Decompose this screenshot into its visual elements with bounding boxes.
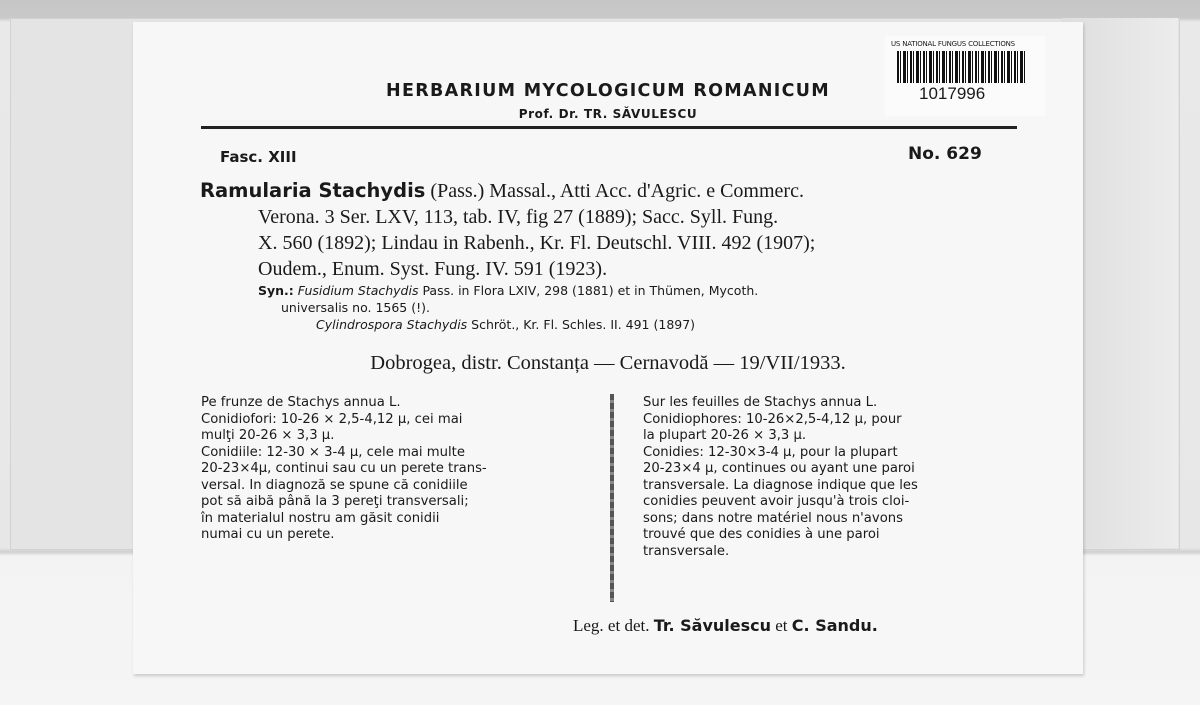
description-fr-line: Conidies: 12-30×3-4 µ, pour la plupart [643, 444, 898, 460]
description-ro-line: versal. In diagnoză se spune că conidiile [201, 477, 468, 493]
description-fr-line: transversale. [643, 543, 730, 559]
collection-locality: Dobrogea, distr. Constanța — Cernavodă — 19/VII/1933. [370, 352, 846, 374]
barcode-bars [897, 51, 1027, 83]
description-ro-line: pot să aibă până la 3 pereţi transversali; [201, 494, 469, 509]
specimen-label [133, 22, 1083, 674]
species-citation [200, 178, 1030, 282]
species-authority: (Pass.) Massal., Atti Acc. d'Agric. e Commerc. [425, 180, 804, 202]
herbarium-title: HERBARIUM MYCOLOGICUM ROMANICUM [386, 81, 830, 101]
synonym-2-name: Cylindrospora Stachydis [316, 317, 468, 332]
description-fr-line: transversale. La diagnose indique que les [643, 477, 918, 493]
barcode-institution: US NATIONAL FUNGUS COLLECTIONS [891, 40, 1015, 48]
synonyms [258, 282, 1038, 333]
description-fr-line: Conidiophores: 10-26×2,5-4,12 µ, pour [643, 411, 902, 427]
description-fr-line: sons; dans notre matériel nous n'avons [643, 510, 903, 526]
collector-1: Tr. Săvulescu [653, 616, 772, 635]
synonym-1 [258, 282, 1038, 299]
species-line-3: X. 560 (1892); Lindau in Rabenh., Kr. Fl. Deutschl. VIII. 492 (1907); [258, 232, 816, 254]
description-fr-line: conidies peuvent avoir jusqu'à trois cloi- [643, 494, 910, 509]
specimen-number: No. 629 [908, 144, 982, 164]
collector-credit [573, 616, 878, 636]
description-ro-line: mulţi 20-26 × 3,3 µ. [201, 428, 335, 443]
fascicle-number: Fasc. XIII [220, 148, 297, 166]
description-fr-line: la plupart 20-26 × 3,3 µ. [643, 428, 807, 443]
synonym-1-continued: universalis no. 1565 (!). [281, 300, 430, 315]
species-line-4: Oudem., Enum. Syst. Fung. IV. 591 (1923). [258, 258, 608, 280]
description-ro-line: Pe frunze de Stachys annua L. [201, 395, 401, 410]
description-ro-line: numai cu un perete. [201, 527, 335, 542]
synonym-label: Syn.: [258, 283, 294, 298]
description-ro-line: Conidiofori: 10-26 × 2,5-4,12 µ, cei mai [201, 411, 463, 427]
synonym-2-citation: Schröt., Kr. Fl. Schles. II. 491 (1897) [467, 317, 696, 332]
description-romanian [201, 395, 601, 544]
description-french [643, 395, 1043, 560]
description-fr-line: trouvé que des conidies à une paroi [643, 527, 880, 542]
description-ro-line: Conidiile: 12-30 × 3-4 µ, cele mai multe [201, 444, 465, 460]
synonym-1-citation: Pass. in Flora LXIV, 298 (1881) et in Thümen, Mycoth. [418, 283, 759, 298]
collector-2: C. Sandu. [791, 616, 878, 635]
column-divider [610, 394, 614, 602]
description-fr-line: 20-23×4 µ, continues ou ayant une paroi [643, 461, 915, 476]
species-line-1 [200, 178, 1030, 204]
title-rule [201, 126, 1017, 129]
description-fr-line: Sur les feuilles de Stachys annua L. [643, 395, 878, 410]
barcode-sticker [885, 36, 1045, 116]
synonym-2 [258, 316, 1038, 333]
description-ro-line: în materialul nostru am găsit conidii [201, 510, 440, 526]
synonym-1-name: Fusidium Stachydis [297, 283, 419, 298]
legend-prefix: Leg. et det. [573, 616, 654, 635]
legend-joiner: et [771, 616, 792, 635]
species-name: Ramularia Stachydis [200, 179, 426, 202]
barcode-number: 1017996 [919, 84, 986, 103]
description-ro-line: 20-23×4µ, continui sau cu un perete trans- [201, 461, 487, 476]
herbarium-subtitle: Prof. Dr. TR. SĂVULESCU [518, 107, 698, 121]
species-line-2: Verona. 3 Ser. LXV, 113, tab. IV, fig 27 (1889); Sacc. Syll. Fung. [258, 206, 779, 228]
